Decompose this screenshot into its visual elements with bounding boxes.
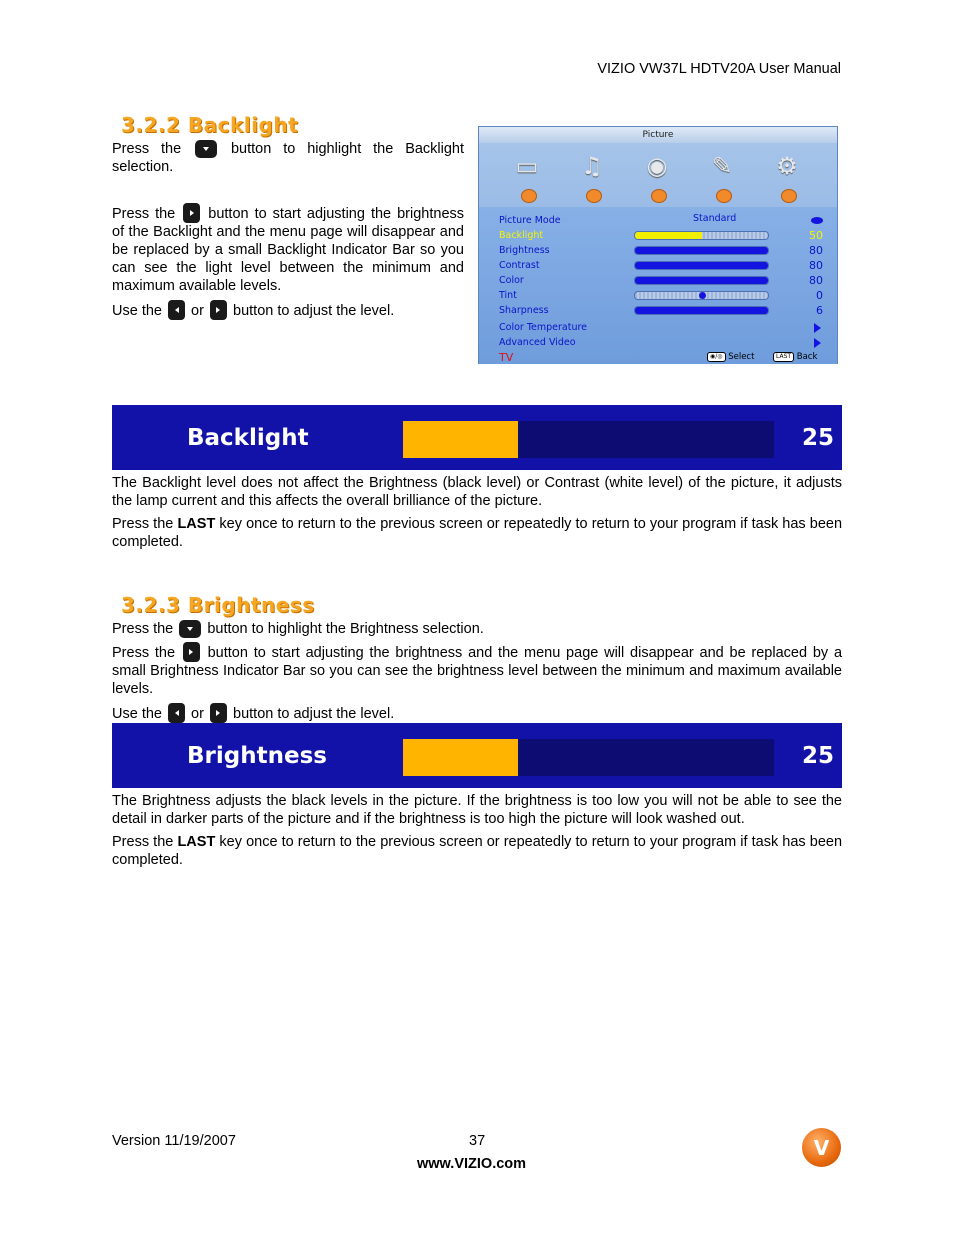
indicator-label: Brightness bbox=[187, 742, 327, 769]
indicator-track bbox=[403, 739, 774, 776]
indicator-value: 25 bbox=[801, 424, 834, 451]
tv-icon: ◉ bbox=[646, 152, 668, 180]
left-key-icon bbox=[168, 300, 185, 320]
left-key-icon bbox=[168, 703, 185, 723]
advanced-icon: ⚙ bbox=[776, 152, 798, 180]
picture-mode-label: Picture Mode bbox=[499, 215, 561, 226]
menu-row-slider[interactable] bbox=[634, 246, 769, 255]
color-temperature-label: Color Temperature bbox=[499, 322, 588, 333]
right-key-icon bbox=[210, 300, 227, 320]
down-key-icon bbox=[179, 620, 201, 638]
brightness-para-3: Use the or button to adjust the level. bbox=[112, 703, 842, 723]
setup-icon: ✎ bbox=[711, 152, 733, 180]
menu-row-value: 80 bbox=[809, 244, 823, 257]
down-key-icon bbox=[195, 140, 217, 158]
menu-row-label[interactable]: Backlight bbox=[499, 230, 544, 241]
picture-menu-screenshot bbox=[478, 126, 838, 364]
brightness-indicator-bar bbox=[112, 723, 842, 788]
backlight-notes bbox=[112, 474, 842, 551]
footer-url[interactable]: www.VIZIO.com bbox=[417, 1156, 527, 1172]
manual-title: VIZIO VW37L HDTV20A User Manual bbox=[597, 61, 841, 77]
brightness-para-2: Press the button to start adjusting the brightness and the menu page will disappear and be replaced by a small Brightness Indicator Bar so you can see the brightness level between the minimum and maximum available levels. bbox=[112, 642, 842, 698]
backlight-para-5: Press the LAST key once to return to the previous screen or repeatedly to return to your program if task has been completed. bbox=[112, 516, 843, 550]
right-key-icon bbox=[183, 642, 200, 662]
menu-row-slider[interactable] bbox=[634, 276, 769, 285]
menu-tab-icon bbox=[651, 189, 667, 203]
slider-fill bbox=[635, 262, 768, 269]
brightness-para-1: Press the button to highlight the Brightness selection. bbox=[112, 621, 484, 637]
select-hint: ◉/◎ Select bbox=[707, 351, 754, 364]
right-key-icon bbox=[183, 203, 200, 223]
backlight-para-2: Press the button to start adjusting the brightness of the Backlight and the menu page will disappear and be replaced by a small Backlight Indicator Bar so you can see the light level between the minimum and maximum available levels. bbox=[112, 203, 464, 295]
select-key-icon: ◉/◎ bbox=[707, 352, 726, 362]
menu-row-label[interactable]: Color bbox=[499, 275, 524, 286]
menu-row-label[interactable]: Contrast bbox=[499, 260, 540, 271]
brightness-para-5: Press the LAST key once to return to the previous screen or repeatedly to return to your program if task has been completed. bbox=[112, 834, 843, 868]
menu-tab-icon bbox=[586, 189, 602, 203]
submenu-arrow-icon bbox=[814, 338, 821, 348]
advanced-video-label: Advanced Video bbox=[499, 337, 576, 348]
backlight-para-4: The Backlight level does not affect the Brightness (black level) or Contrast (white level) of the picture, it adjusts the lamp current and this affects the overall brilliance of the picture. bbox=[112, 475, 842, 509]
footer-page-number: 37 bbox=[469, 1133, 486, 1149]
back-hint: LAST Back bbox=[773, 351, 817, 364]
vizio-logo: V bbox=[802, 1128, 841, 1167]
backlight-text-column bbox=[112, 140, 464, 320]
menu-icon-row bbox=[479, 145, 837, 205]
menu-row-slider[interactable] bbox=[634, 306, 769, 315]
brightness-para-4: The Brightness adjusts the black levels in the picture. If the brightness is too low you will not be able to see the detail in darker parts of the picture and if the brightness is too high the picture will look washed out. bbox=[112, 793, 842, 827]
indicator-value: 25 bbox=[801, 742, 834, 769]
audio-icon: ♫ bbox=[581, 152, 603, 180]
backlight-para-1: Press the button to highlight the Backlight selection. bbox=[112, 141, 465, 175]
menu-tab-icon bbox=[716, 189, 732, 203]
slider-fill bbox=[635, 232, 702, 239]
menu-row-slider[interactable] bbox=[634, 231, 769, 240]
footer-version: Version 11/19/2007 bbox=[112, 1133, 236, 1149]
slider-fill bbox=[635, 277, 768, 284]
menu-row-label[interactable]: Tint bbox=[499, 290, 517, 301]
menu-title: Picture bbox=[479, 127, 837, 143]
backlight-indicator-bar bbox=[112, 405, 842, 470]
indicator-label: Backlight bbox=[187, 424, 309, 451]
menu-row-value: 80 bbox=[809, 259, 823, 272]
backlight-para-3: Use the or button to adjust the level. bbox=[112, 300, 464, 320]
right-key-icon bbox=[210, 703, 227, 723]
left-right-arrows-icon bbox=[811, 217, 823, 224]
menu-row-slider[interactable] bbox=[634, 261, 769, 270]
brightness-text-column bbox=[112, 620, 842, 723]
source-label: TV bbox=[499, 351, 514, 364]
menu-row-value: 80 bbox=[809, 274, 823, 287]
menu-row-label[interactable]: Brightness bbox=[499, 245, 550, 256]
brightness-notes bbox=[112, 792, 842, 869]
last-key-icon: LAST bbox=[773, 352, 794, 362]
menu-row-label[interactable]: Sharpness bbox=[499, 305, 549, 316]
menu-footer bbox=[479, 351, 837, 364]
menu-row-value: 6 bbox=[816, 304, 823, 317]
menu-row-value: 50 bbox=[809, 229, 823, 242]
slider-fill bbox=[635, 307, 768, 314]
indicator-fill bbox=[403, 421, 518, 458]
submenu-arrow-icon bbox=[814, 323, 821, 333]
menu-panel bbox=[479, 207, 837, 364]
picture-mode-value: Standard bbox=[693, 213, 737, 224]
menu-tab-icon bbox=[521, 189, 537, 203]
slider-knob bbox=[699, 292, 706, 299]
indicator-fill bbox=[403, 739, 518, 776]
indicator-track bbox=[403, 421, 774, 458]
brightness-heading: 3.2.3 Brightness bbox=[121, 593, 315, 617]
slider-fill bbox=[635, 247, 768, 254]
menu-tab-icon bbox=[781, 189, 797, 203]
menu-row-slider[interactable] bbox=[634, 291, 769, 300]
backlight-heading: 3.2.2 Backlight bbox=[121, 113, 299, 137]
picture-icon: ▭ bbox=[515, 152, 539, 180]
menu-row-value: 0 bbox=[816, 289, 823, 302]
